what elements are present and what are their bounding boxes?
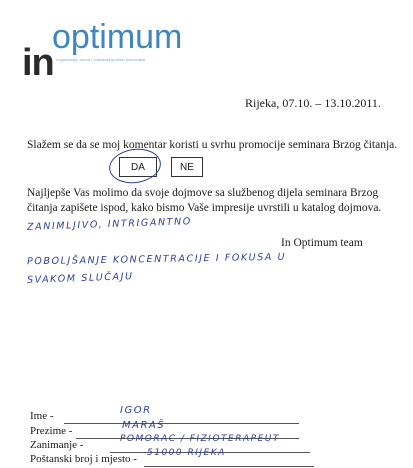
first-name-value: IGOR xyxy=(120,405,152,416)
consent-text: Slažem se da se moj komentar koristi u svrhu promocije seminara Brzog čitanja. xyxy=(27,139,398,151)
selected-circle-mark xyxy=(107,146,163,187)
request-text: Najljepše Vas molimo da svoje dojmove sa službenog dijela seminara Brzog čitanja zapišete ispod, kako bismo Vaše impresije uvrstili u katalog dojmova. xyxy=(27,187,382,214)
last-name-value: MARAŠ xyxy=(122,420,166,431)
form-row-postal xyxy=(30,448,290,467)
postal-field-line[interactable] xyxy=(144,466,314,467)
occupation-value: POMORAC / FIZIOTERAPEUT xyxy=(120,434,280,444)
postal-label: Poštanski broj i mjesto - xyxy=(30,453,137,465)
logo-optimum-text: optimum xyxy=(52,18,183,56)
option-no-label: NE xyxy=(180,161,194,173)
option-yes-label: DA xyxy=(131,161,145,173)
first-name-field-line[interactable] xyxy=(64,423,299,424)
team-signature: In Optimum team xyxy=(281,237,363,249)
option-no-box[interactable] xyxy=(171,157,203,177)
in-optimum-logo xyxy=(22,18,222,84)
logo-in-text: in xyxy=(22,42,54,84)
handwritten-comment-line-2: POBOLJŠANJE KONCENTRACIJE I FOKUSA U xyxy=(26,251,287,268)
postal-value: 51000 RIJEKA xyxy=(147,448,226,458)
occupation-label: Zanimanje - xyxy=(30,439,84,451)
last-name-label: Prezime - xyxy=(30,425,73,437)
handwritten-comment-line-3: SVAKOM SLUČAJU xyxy=(26,271,134,286)
date-line: Rijeka, 07.10. – 13.10.2011. xyxy=(245,96,381,110)
first-name-label: Ime - xyxy=(30,410,54,422)
logo-tagline: organizacija, razvoj i edukacija ljudskih potencijala xyxy=(56,57,145,62)
handwritten-comment-line-1: ZANIMLJIVO, INTRIGANTNO xyxy=(26,216,193,233)
